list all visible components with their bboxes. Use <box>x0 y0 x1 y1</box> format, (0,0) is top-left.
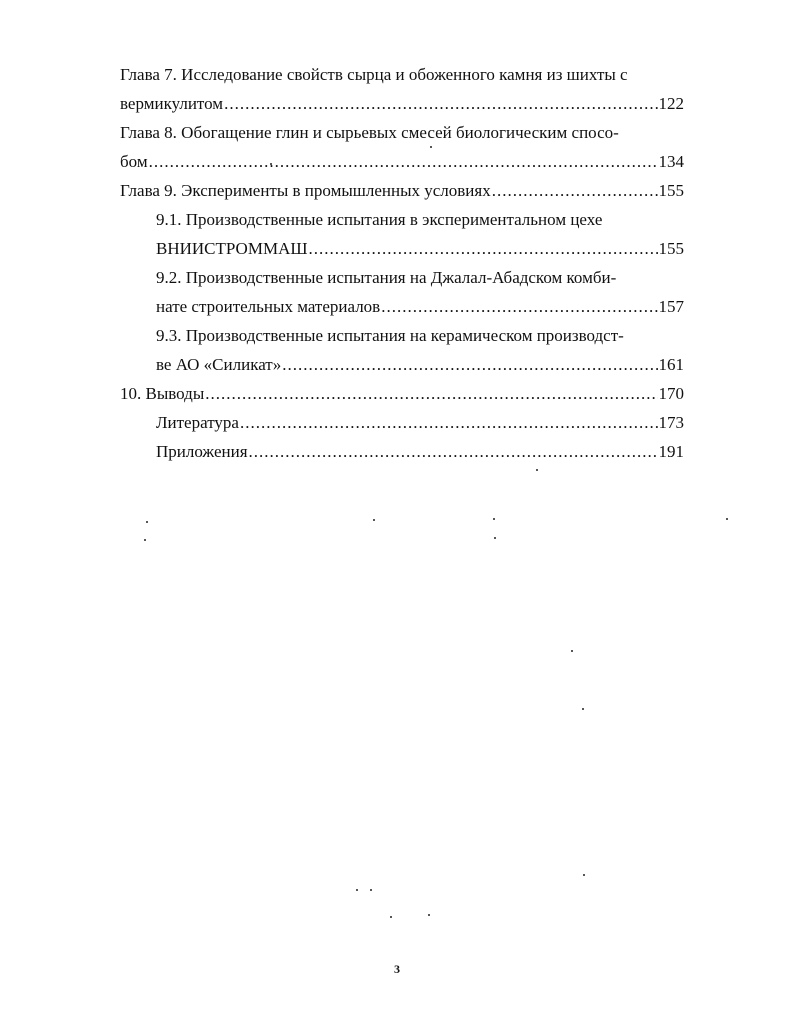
toc-page-number: 122 <box>658 94 684 113</box>
dot-leader <box>309 234 658 263</box>
page-number: 3 <box>394 962 400 976</box>
toc-line <box>120 118 684 147</box>
toc-line <box>120 147 684 176</box>
toc-entry-text: ВНИИСТРОММАШ <box>156 239 308 258</box>
toc-line <box>120 60 684 89</box>
scan-speck <box>370 889 372 891</box>
toc-line <box>120 408 684 437</box>
dot-leader <box>492 176 658 205</box>
scan-speck <box>356 889 358 891</box>
toc-page-number: 170 <box>658 384 684 403</box>
toc-line <box>120 234 684 263</box>
toc-entry-text: бом <box>120 152 148 171</box>
toc-page-number: 173 <box>658 413 684 432</box>
toc-entry-text: 10. Выводы <box>120 384 205 403</box>
toc-page-number: 134 <box>658 152 684 171</box>
scan-speck <box>144 539 146 541</box>
dot-leader <box>205 379 657 408</box>
scan-speck <box>494 537 496 539</box>
scan-speck <box>428 914 430 916</box>
dot-leader <box>282 350 657 379</box>
toc-page-number: 191 <box>658 442 684 461</box>
toc-page-number: 155 <box>658 181 684 200</box>
scan-speck <box>270 163 272 165</box>
toc-entry-text: Приложения <box>156 442 248 461</box>
dot-leader <box>240 408 658 437</box>
toc-entry-text: вермикулитом <box>120 94 224 113</box>
dot-leader <box>381 292 657 321</box>
toc-entry-text: 9.3. Производственные испытания на керамическом производст- <box>156 326 624 345</box>
scan-speck <box>571 650 573 652</box>
toc-entry-text: нате строительных материалов <box>156 297 381 316</box>
toc-line <box>120 292 684 321</box>
dot-leader <box>224 89 657 118</box>
toc-entry-text: Глава 8. Обогащение глин и сырьевых смесей биологическим спосо- <box>120 123 619 142</box>
toc-entry-text: 9.1. Производственные испытания в экспериментальном цехе <box>156 210 603 229</box>
toc-entry-text: 9.2. Производственные испытания на Джалал-Абадском комби- <box>156 268 617 287</box>
toc-line <box>120 379 684 408</box>
toc-line <box>120 176 684 205</box>
toc-line <box>120 205 684 234</box>
toc-page-number: 155 <box>658 239 684 258</box>
toc-line <box>120 263 684 292</box>
scan-speck <box>373 519 375 521</box>
scan-speck <box>536 469 538 471</box>
dot-leader <box>149 147 658 176</box>
dot-leader <box>249 437 658 466</box>
toc-page-number: 157 <box>658 297 684 316</box>
toc-line <box>120 437 684 466</box>
scan-speck <box>146 521 148 523</box>
scan-speck <box>582 708 584 710</box>
toc-line <box>120 89 684 118</box>
scan-speck <box>390 916 392 918</box>
table-of-contents <box>120 60 684 466</box>
toc-line <box>120 350 684 379</box>
scan-speck <box>430 146 432 148</box>
toc-entry-text: Глава 7. Исследование свойств сырца и обоженного камня из шихты с <box>120 65 628 84</box>
toc-page-number: 161 <box>658 355 684 374</box>
toc-entry-text: ве АО «Силикат» <box>156 355 282 374</box>
scan-speck <box>493 518 495 520</box>
toc-entry-text: Литература <box>156 413 239 432</box>
scan-speck <box>583 874 585 876</box>
toc-line <box>120 321 684 350</box>
scan-speck <box>726 518 728 520</box>
toc-entry-text: Глава 9. Эксперименты в промышленных условиях <box>120 181 491 200</box>
